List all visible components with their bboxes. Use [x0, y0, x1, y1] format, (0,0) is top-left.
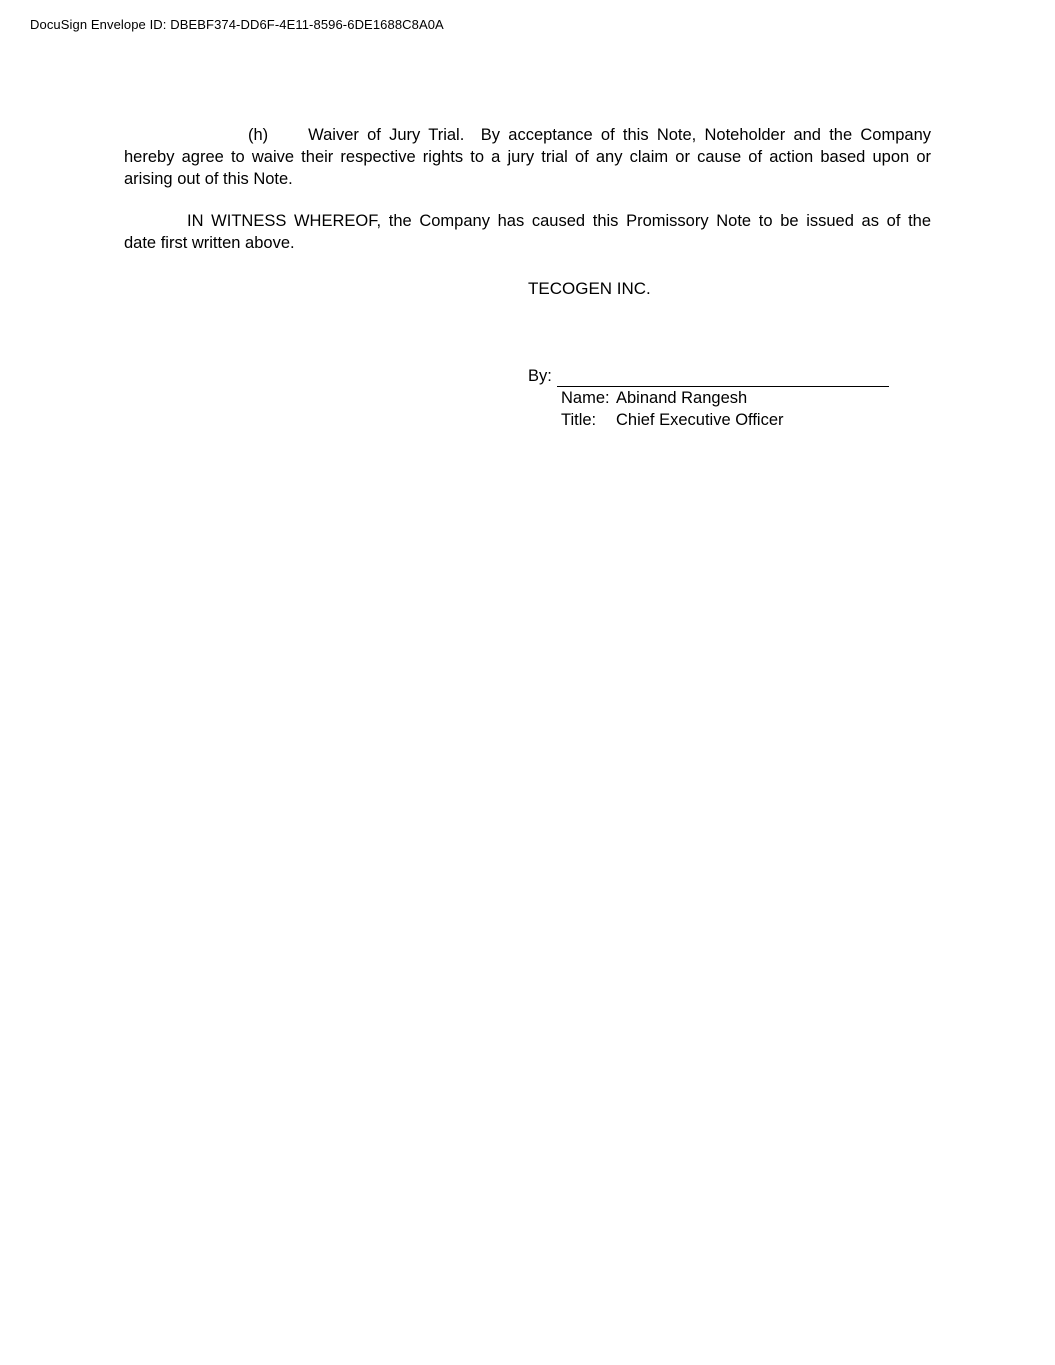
section-marker: (h)	[248, 126, 269, 144]
waiver-paragraph	[124, 124, 931, 190]
waiver-first-line	[124, 124, 931, 146]
waiver-line-2: hereby agree to waive their respective rights to a jury trial of any claim or cause of action based upon or	[124, 148, 931, 166]
signer-name: Abinand Rangesh	[616, 389, 748, 407]
title-label: Title:	[561, 411, 597, 429]
witness-first-line	[124, 210, 931, 232]
signature-block	[528, 365, 898, 431]
witness-line-2: date first written above.	[124, 234, 295, 252]
section-heading: Waiver of Jury Trial.	[308, 126, 465, 144]
by-label: By:	[528, 367, 552, 385]
waiver-line-1: By acceptance of this Note, Noteholder and the Company	[480, 126, 931, 144]
name-label: Name:	[561, 389, 610, 407]
witness-lead: IN WITNESS WHEREOF	[187, 212, 377, 230]
witness-line-1: , the Company has caused this Promissory Note to be issued as of the	[376, 212, 931, 230]
signature-line[interactable]	[557, 369, 889, 387]
company-name: TECOGEN INC.	[528, 279, 651, 298]
envelope-id: DocuSign Envelope ID: DBEBF374-DD6F-4E11-8596-6DE1688C8A0A	[30, 17, 444, 32]
signer-name-row	[561, 387, 898, 409]
waiver-line-3: arising out of this Note.	[124, 170, 293, 188]
signer-title: Chief Executive Officer	[616, 411, 784, 429]
witness-paragraph	[124, 210, 931, 256]
signature-row	[528, 365, 898, 387]
signer-title-row	[561, 409, 898, 431]
